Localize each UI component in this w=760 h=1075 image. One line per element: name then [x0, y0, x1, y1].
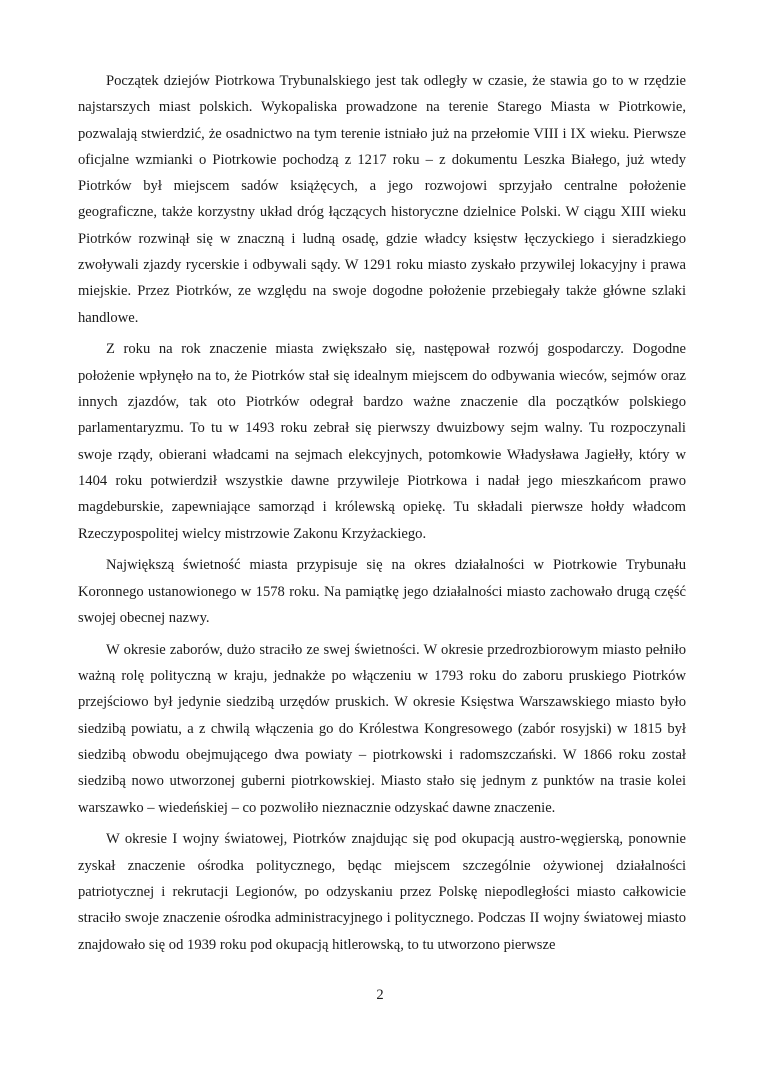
body-text [78, 68, 686, 963]
page-number: 2 [376, 987, 384, 1003]
paragraph-crown-tribunal: Największą świetność miasta przypisuje się na okres działalności w Piotrkowie Trybunału Koronnego ustanowionego w 1578 roku. Na pamiątkę jego działalności miasto zachowało drugą część swojej obecnej nazwy. [78, 557, 686, 626]
paragraph-economic-growth: Z roku na rok znaczenie miasta zwiększało się, następował rozwój gospodarczy. Dogodne położenie wpłynęło na to, że Piotrków stał się idealnym miejscem do odbywania wieców, sejmów oraz innych zjazdów, tak oto Piotrków odegrał bardzo ważne znaczenie dla początków polskiego parlamentaryzmu. To tu w 1493 roku zebrał się pierwszy dwuizbowy sejm walny. Tu rozpoczynali swoje rządy, obierani władcami na sejmach elekcyjnych, potomkowie Władysława Jagiełły, który w 1404 roku potwierdził wszystkie dawne przywileje Piotrkowa i nadał jego mieszkańcom prawo magdeburskie, zapewniające samorząd i królewską opiekę. Tu składali pierwsze hołdy władcom Rzeczypospolitej wielcy mistrzowie Zakonu Krzyżackiego. [78, 341, 686, 542]
paragraph-world-wars: W okresie I wojny światowej, Piotrków znajdując się pod okupacją austro-węgierską, ponownie zyskał znaczenie ośrodka politycznego, będąc miejscem szczególnie ożywionej działalności patriotycznej i rekrutacji Legionów, po odzyskaniu przez Polskę niepodległości miasto całkowicie straciło swoje znaczenie ośrodka administracyjnego i politycznego. Podczas II wojny światowej miasto znajdowało się od 1939 roku pod okupacją hitlerowską, to tu utworzono pierwsze [78, 831, 686, 953]
paragraph-partitions: W okresie zaborów, dużo straciło ze swej świetności. W okresie przedrozbiorowym miasto pełniło ważną rolę polityczną w kraju, jednakże po włączeniu w 1793 roku do zaboru pruskiego Piotrków przejściowo był jedynie siedzibą urzędów pruskich. W okresie Księstwa Warszawskiego miasto było siedzibą powiatu, a z chwilą włączenia go do Królestwa Kongresowego (zabór rosyjski) w 1815 był siedzibą obwodu obejmującego dwa powiaty – piotrkowski i radomszczański. W 1866 roku został siedzibą nowo utworzonej guberni piotrkowskiej. Miasto stało się jednym z punktów na trasie kolei warszawko – wiedeńskiej – co pozwoliło nieznacznie odzyskać dawne znaczenie. [78, 641, 686, 816]
paragraph-history-origins: Początek dziejów Piotrkowa Trybunalskiego jest tak odległy w czasie, że stawia go to w rzędzie najstarszych miast polskich. Wykopaliska prowadzone na terenie Starego Miasta w Piotrkowie, pozwalają stwierdzić, że osadnictwo na tym terenie istniało już na przełomie VIII i IX wieku. Pierwsze oficjalne wzmianki o Piotrkowie pochodzą z 1217 roku – z dokumentu Leszka Białego, już wtedy Piotrków był miejscem sadów książęcych, a jego rozwojowi sprzyjało centralne położenie geograficzne, także korzystny układ dróg łączących historyczne dzielnice Polski. W ciągu XIII wieku Piotrków rozwinął się w znaczną i ludną osadę, gdzie władcy księstw łęczyckiego i sieradzkiego zwoływali zjazdy rycerskie i odbywali sądy. W 1291 roku miasto zyskało przywilej lokacyjny i prawa miejskie. Przez Piotrków, ze względu na swoje dogodne położenie przebiegały także główne szlaki handlowe. [78, 73, 686, 326]
